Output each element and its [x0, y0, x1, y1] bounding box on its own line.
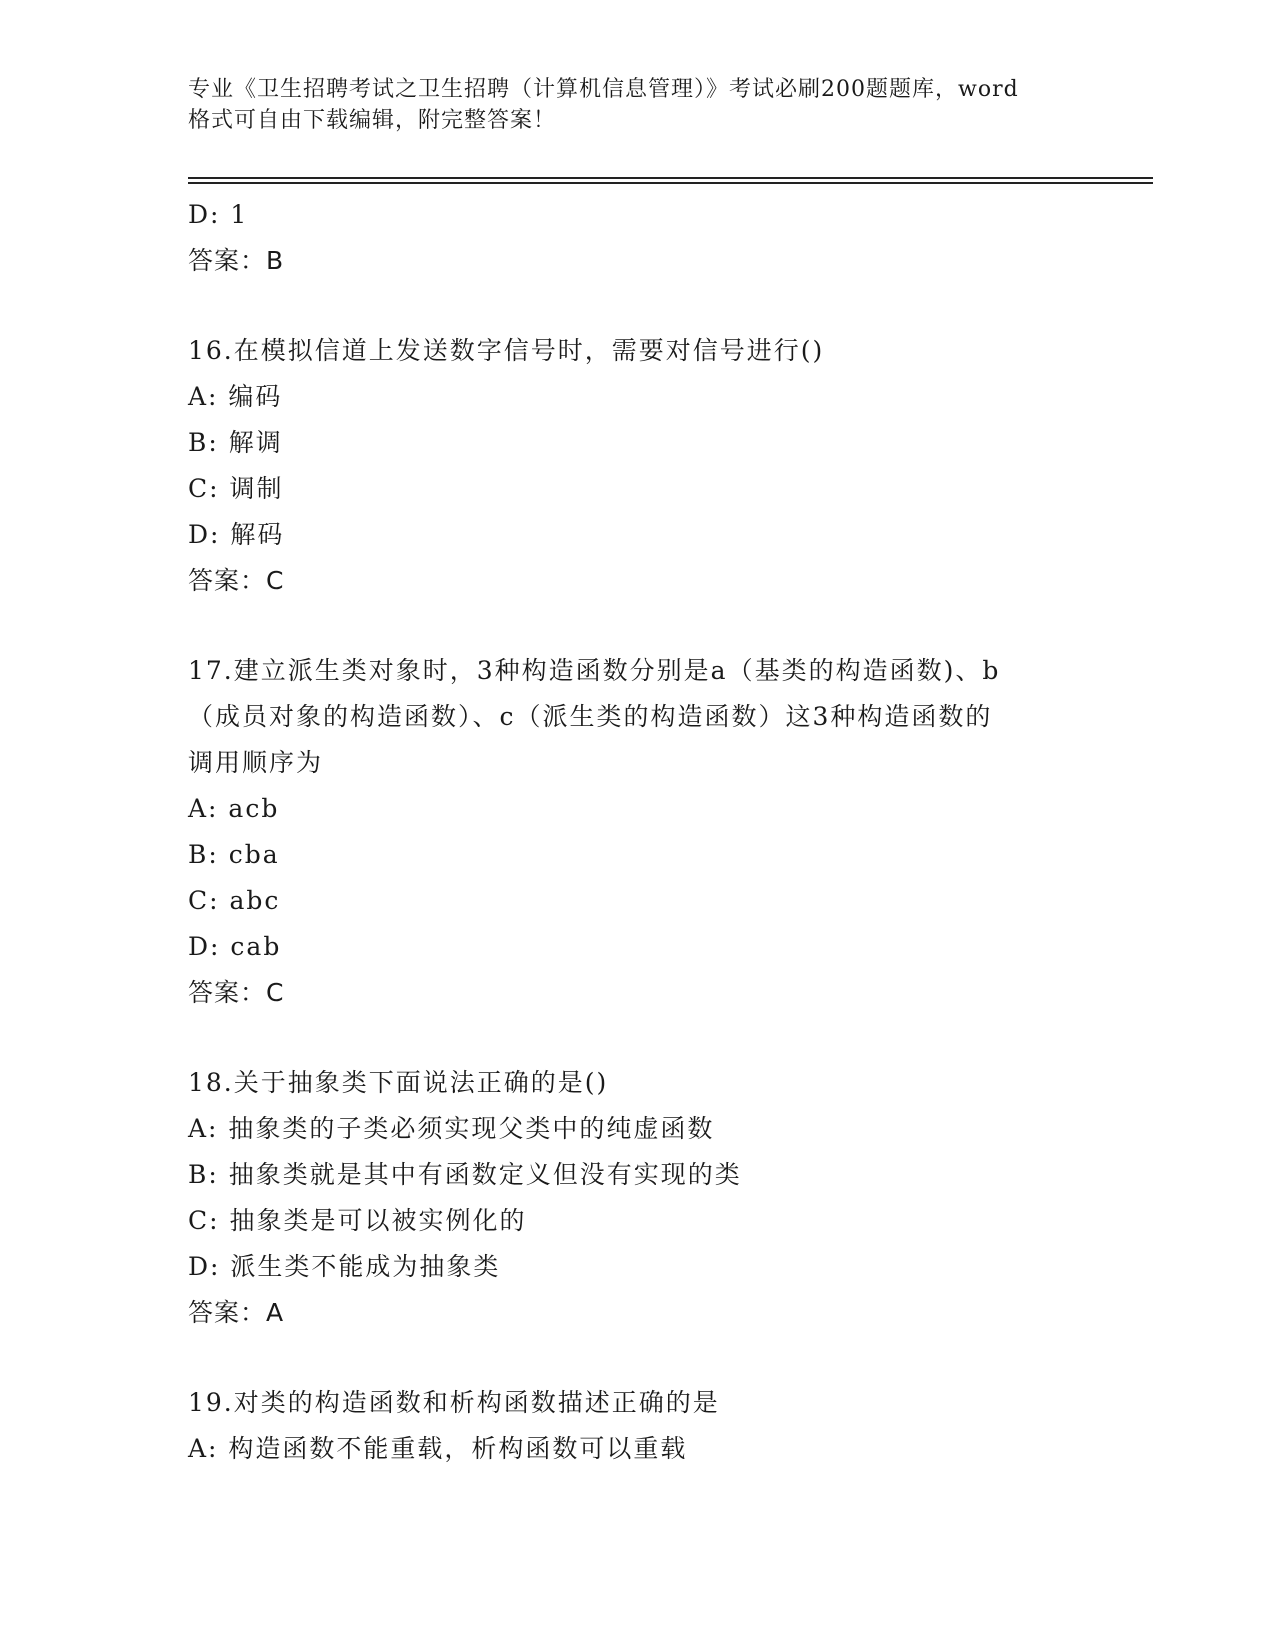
option-b: B: 解调: [188, 428, 283, 457]
answer-line: 答案：C: [188, 566, 285, 595]
header-line-2: 格式可自由下载编辑，附完整答案！: [188, 108, 557, 133]
option-a: A: acb: [188, 794, 280, 823]
option-b: B: cba: [188, 840, 280, 869]
question-16: [188, 328, 1088, 604]
question-15-fragment: [188, 192, 1088, 284]
option-c: C: 抽象类是可以被实例化的: [188, 1206, 527, 1235]
option-c: C: abc: [188, 886, 281, 915]
header-divider-top: [188, 177, 1153, 179]
question-19: [188, 1380, 1088, 1472]
option-a: A: 构造函数不能重载，析构函数可以重载: [188, 1434, 688, 1463]
question-stem: 16.在模拟信道上发送数字信号时，需要对信号进行(): [188, 336, 825, 365]
answer-line: 答案：C: [188, 978, 285, 1007]
question-stem-line-2: （成员对象的构造函数）、c（派生类的构造函数）这3种构造函数的: [188, 702, 993, 731]
header-line-1: 专业《卫生招聘考试之卫生招聘（计算机信息管理）》考试必刷200题题库，word: [188, 77, 1019, 102]
header-divider-bottom: [188, 182, 1153, 184]
option-d: D: 解码: [188, 520, 285, 549]
question-18: [188, 1060, 1088, 1336]
option-a: A: 编码: [188, 382, 283, 411]
question-stem: 18.关于抽象类下面说法正确的是(): [188, 1068, 609, 1097]
question-stem-line-1: 17.建立派生类对象时，3种构造函数分别是a（基类的构造函数)、b: [188, 656, 1001, 685]
option-a: A: 抽象类的子类必须实现父类中的纯虚函数: [188, 1114, 715, 1143]
answer-line: 答案：A: [188, 1298, 285, 1327]
option-b: B: 抽象类就是其中有函数定义但没有实现的类: [188, 1160, 742, 1189]
question-stem: 19.对类的构造函数和析构函数描述正确的是: [188, 1388, 720, 1417]
question-stem-line-3: 调用顺序为: [188, 748, 324, 777]
question-list: [188, 192, 1088, 1472]
question-17: [188, 648, 1088, 1016]
option-c: C: 调制: [188, 474, 284, 503]
option-d: D: 派生类不能成为抽象类: [188, 1252, 501, 1281]
option-d: D: cab: [188, 932, 282, 961]
answer-line: 答案：B: [188, 246, 285, 275]
option-d: D: 1: [188, 200, 249, 229]
document-header: [188, 74, 1088, 136]
